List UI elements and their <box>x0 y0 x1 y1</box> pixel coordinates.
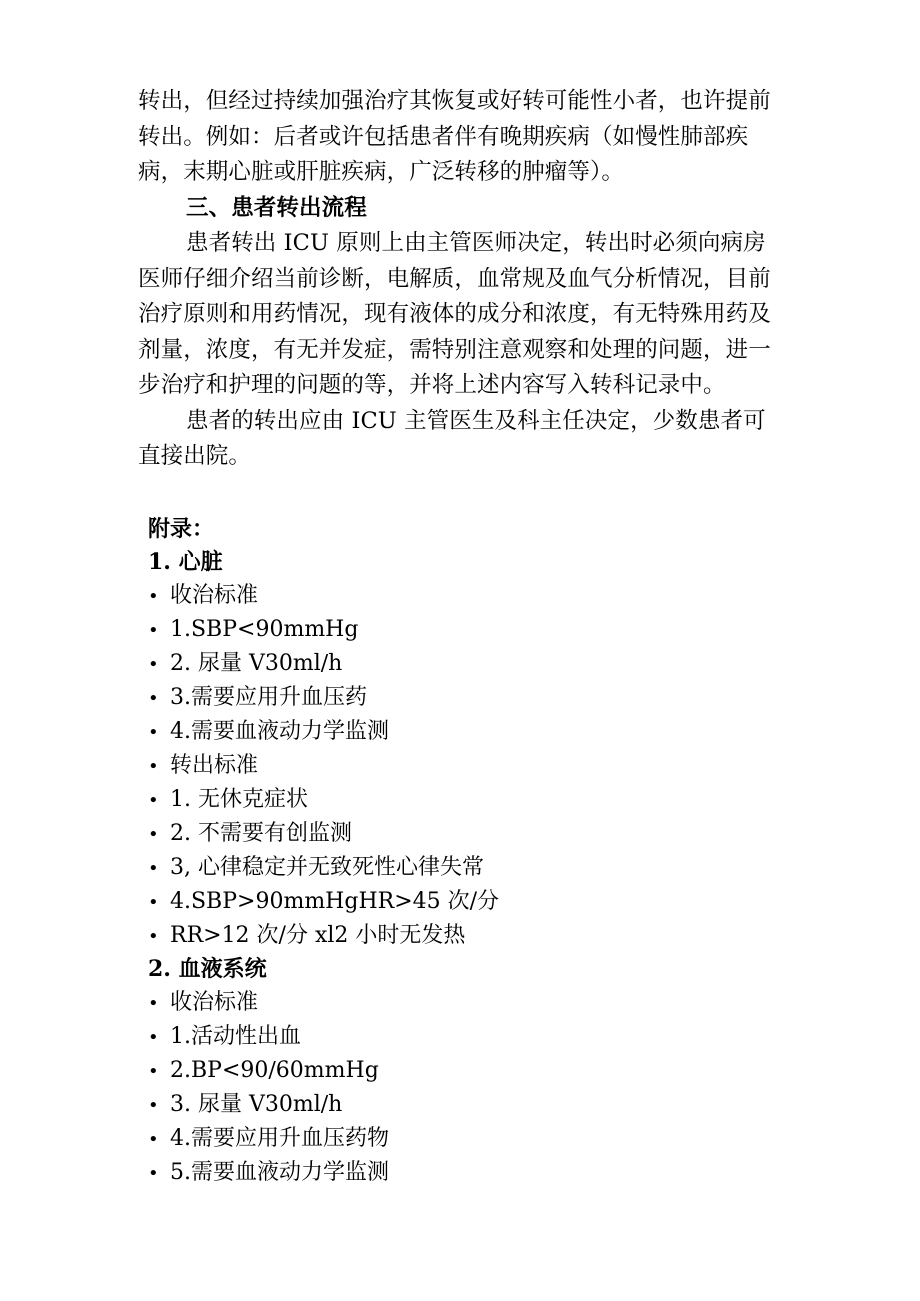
bullet-icon: • <box>148 858 159 879</box>
appendix-title: 附录： <box>148 516 215 542</box>
appendix-heading-blood: 2. 血液系统 <box>148 956 267 982</box>
section-paragraph: 患者的转出应由 ICU 主管医生及科主任决定，少数患者可直接出院。 <box>138 407 766 469</box>
bullet-icon: • <box>148 1027 159 1048</box>
bullet-icon: • <box>148 586 159 607</box>
bullet-icon: • <box>148 824 159 845</box>
bullet-icon: • <box>148 993 159 1014</box>
appendix <box>148 513 768 1190</box>
list-item: • 1.活动性出血 <box>148 1020 768 1054</box>
list-item: • 3, 心律稳定并无致死性心律失常 <box>148 851 768 885</box>
section-title: 三、患者转出流程 <box>186 194 367 221</box>
list-item: • 1. 无休克症状 <box>148 783 768 817</box>
bullet-icon: • <box>148 1061 159 1082</box>
bullet-icon: • <box>148 790 159 811</box>
list-item: • 1.SBP<90mmHg <box>148 613 768 647</box>
list-item: • 4.SBP>90mmHgHR>45 次/分 <box>148 885 768 919</box>
appendix-heading-heart: 1. 心脏 <box>148 549 223 575</box>
bullet-icon: • <box>148 756 159 777</box>
intro-paragraph: 转出，但经过持续加强治疗其恢复或好转可能性小者，也许提前转出。例如：后者或许包括患者伴有晚期疾病（如慢性肺部疾病，末期心脏或肝脏疾病，广泛转移的肿瘤等）。 <box>138 88 771 185</box>
list-item: • 2. 不需要有创监测 <box>148 817 768 851</box>
list-item: • 4.需要应用升血压药物 <box>148 1122 768 1156</box>
blood-list <box>148 986 768 1190</box>
bullet-icon: • <box>148 892 159 913</box>
bullet-icon: • <box>148 654 159 675</box>
list-item: • 收治标准 <box>148 986 768 1020</box>
list-item: • 5.需要血液动力学监测 <box>148 1156 768 1190</box>
bullet-icon: • <box>148 1129 159 1150</box>
bullet-icon: • <box>148 1095 159 1116</box>
body-text <box>138 84 788 475</box>
list-item: • 转出标准 <box>148 749 768 783</box>
bullet-icon: • <box>148 688 159 709</box>
list-item: • 2.BP<90∕60mmHg <box>148 1054 768 1088</box>
section-paragraph: 患者转出 ICU 原则上由主管医师决定，转出时必须向病房医师仔细介绍当前诊断，电解质，血常规及血气分析情况，目前治疗原则和用药情况，现有液体的成分和浓度，有无特殊用药及剂量，浓度，有无并发症，需特别注意观察和处理的问题，进一步治疗和护理的问题的等，并将上述内容写入转科记录中。 <box>138 230 771 398</box>
bullet-icon: • <box>148 926 159 947</box>
list-item: • 3. 尿量 V30ml∕h <box>148 1088 768 1122</box>
heart-list <box>148 579 768 953</box>
list-item: • RR>12 次/分 xl2 小时无发热 <box>148 919 768 953</box>
bullet-icon: • <box>148 722 159 743</box>
bullet-icon: • <box>148 1163 159 1184</box>
list-item: • 2. 尿量 V30ml∕h <box>148 647 768 681</box>
list-item: • 3.需要应用升血压药 <box>148 681 768 715</box>
list-item: • 收治标准 <box>148 579 768 613</box>
bullet-icon: • <box>148 620 159 641</box>
list-item: • 4.需要血液动力学监测 <box>148 715 768 749</box>
